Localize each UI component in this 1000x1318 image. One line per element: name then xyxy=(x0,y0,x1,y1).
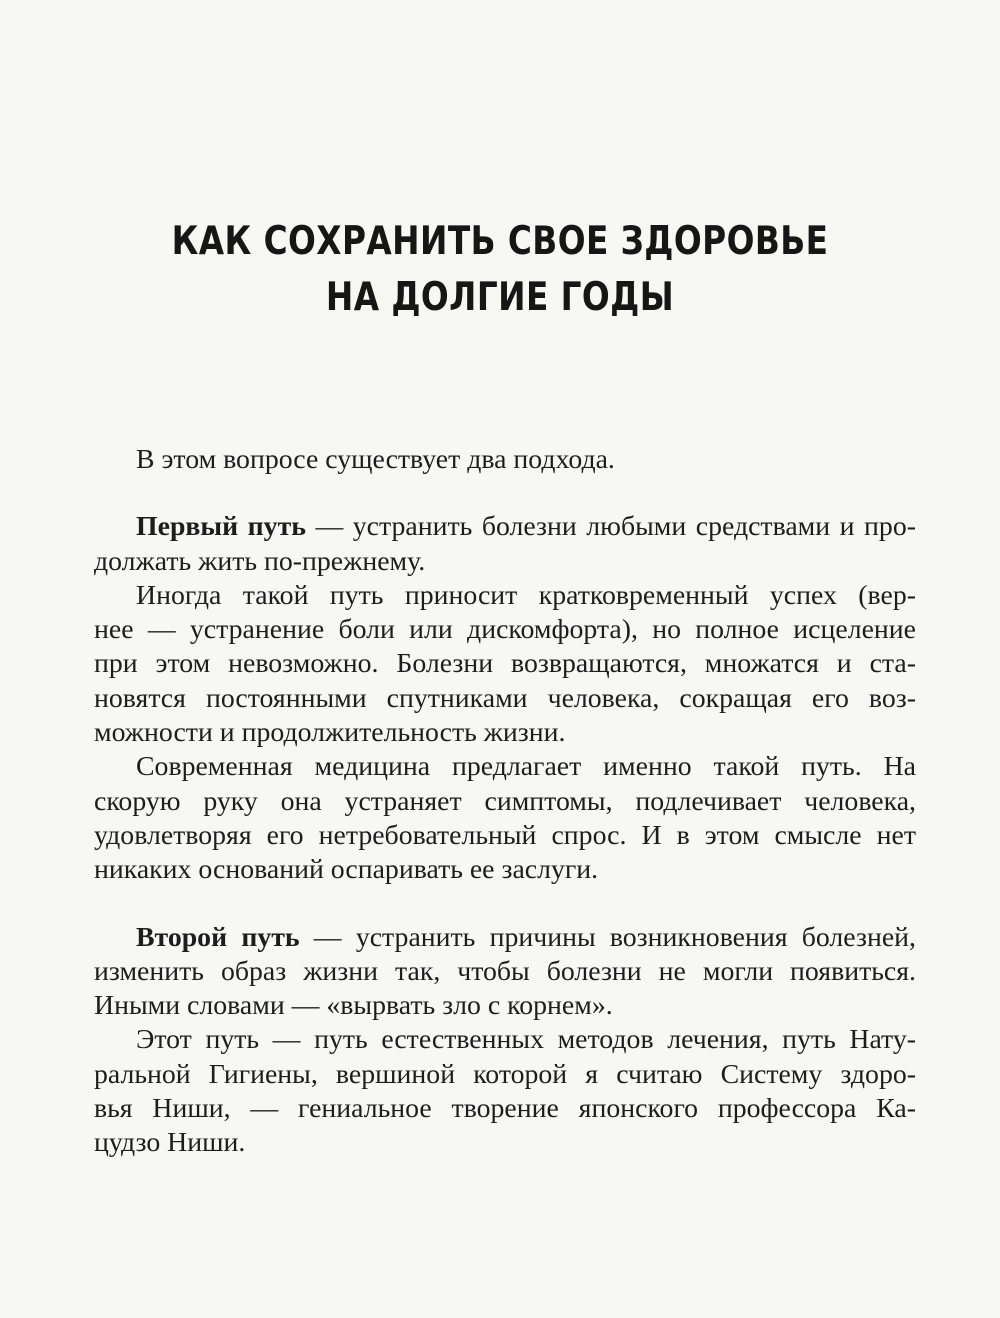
sometimes-line-4: новятся постоянными спутниками человека, сокращая его воз- xyxy=(94,682,916,714)
medicine-line-3: удовлетворяя его нетребовательный спрос. И в этом смысле нет xyxy=(94,819,916,851)
first-way-label: Первый путь xyxy=(136,511,306,543)
natural-line-2: ральной Гигиены, вершиной которой я считаю Систему здоро- xyxy=(94,1058,916,1090)
chapter-title xyxy=(80,214,920,326)
sometimes-line-3: при этом невозможно. Болезни возвращаются, множатся и ста- xyxy=(94,648,916,680)
first-way-line-2: должать жить по-прежнему. xyxy=(94,545,426,577)
sometimes-line-5: можности и продолжительность жизни. xyxy=(94,717,566,749)
sometimes-paragraph xyxy=(94,579,916,750)
medicine-line-1: Современная медицина предлагает именно такой путь. На xyxy=(136,751,916,783)
second-way-line-3: Иными словами — «вырвать зло с корнем». xyxy=(94,990,613,1022)
medicine-line-4: никаких оснований оспаривать ее заслуги. xyxy=(94,854,599,886)
first-way-line-1 xyxy=(94,510,916,544)
body-text xyxy=(94,443,916,1161)
second-way-line-1 xyxy=(94,921,916,955)
medicine-line-2: скорую руку она устраняет симптомы, подлечивает человека, xyxy=(94,785,916,817)
second-way-paragraph xyxy=(94,921,916,1024)
chapter-title-line-1: КАК СОХРАНИТЬ СВОЕ ЗДОРОВЬЕ xyxy=(171,219,829,264)
natural-line-1: Этот путь — путь естественных методов лечения, путь Нату- xyxy=(136,1024,916,1056)
second-way-line-1-text: — устранить причины возникновения болезней, xyxy=(299,921,916,953)
sometimes-line-1: Иногда такой путь приносит кратковременный успех (вер- xyxy=(136,579,916,611)
sometimes-line-2: нее — устранение боли или дискомфорта), но полное исцеление xyxy=(94,614,916,646)
natural-line-3: вья Ниши, — гениальное творение японского профессора Ка- xyxy=(94,1093,916,1125)
intro-paragraph: В этом вопросе существует два подхода. xyxy=(136,444,615,475)
natural-paragraph xyxy=(94,1023,916,1160)
natural-line-4: цудзо Ниши. xyxy=(94,1127,246,1159)
first-way-paragraph xyxy=(94,510,916,579)
second-way-line-2: изменить образ жизни так, чтобы болезни не могли появиться. xyxy=(94,955,916,987)
second-way-label: Второй путь xyxy=(136,921,300,953)
chapter-title-line-2: НА ДОЛГИЕ ГОДЫ xyxy=(325,275,675,320)
medicine-paragraph xyxy=(94,750,916,887)
first-way-line-1-text: — устранить болезни любыми средствами и про- xyxy=(305,511,916,543)
